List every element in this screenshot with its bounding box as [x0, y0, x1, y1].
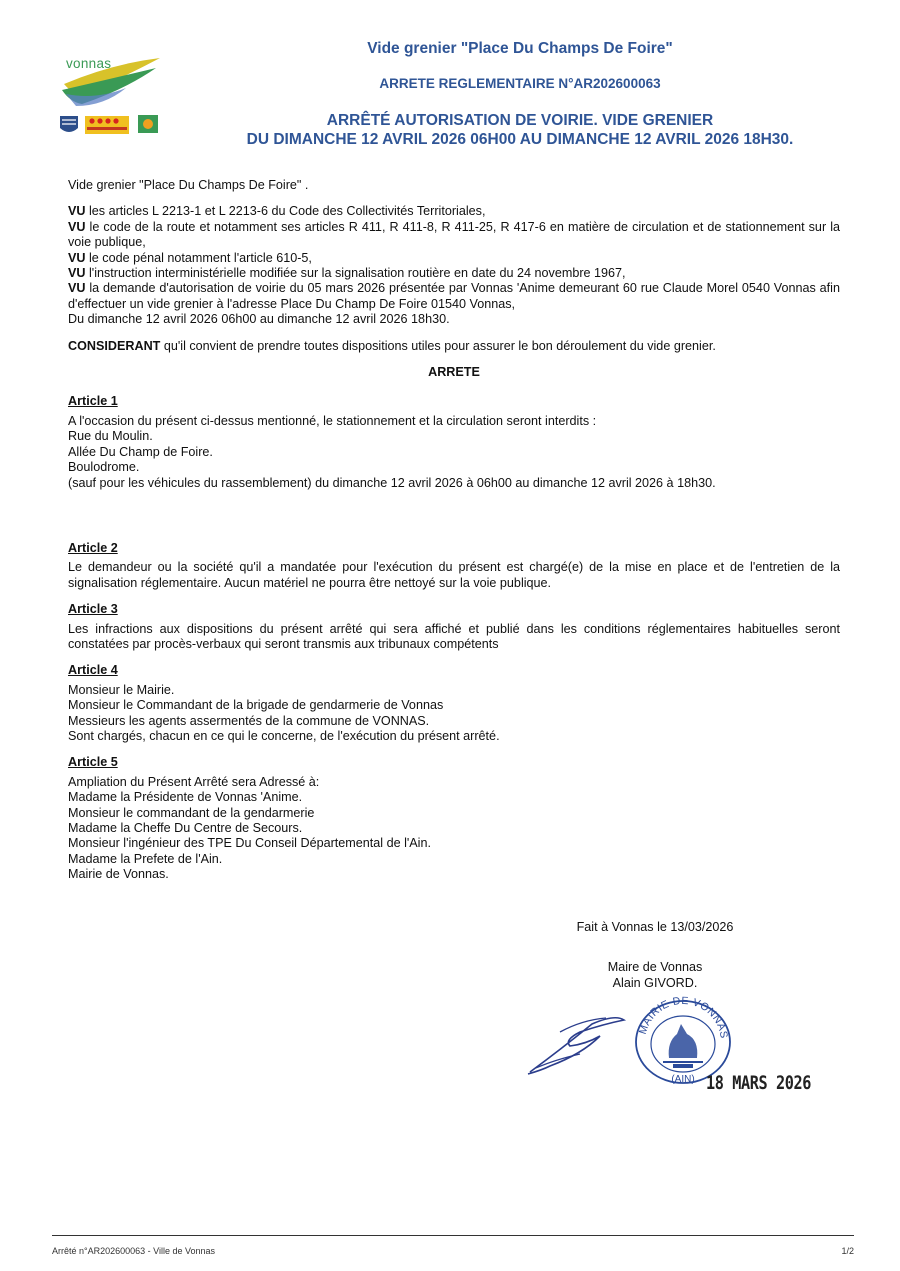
intro-line: Vide grenier "Place Du Champs De Foire" . [68, 178, 309, 192]
signature-mark-icon [520, 1010, 640, 1080]
document-header [210, 40, 830, 149]
vu-item: VU le code pénal notamment l'article 610-5, [68, 250, 312, 265]
decree-subtitle [210, 111, 830, 149]
article-5-title: Article 5 [68, 755, 118, 770]
article-5-line: Madame la Cheffe Du Centre de Secours. [68, 821, 303, 835]
made-at-line: Fait à Vonnas le 13/03/2026 [576, 920, 734, 934]
article-5-line: Madame la Prefete de l'Ain. [68, 851, 223, 866]
article-5-line: Ampliation du Présent Arrêté sera Adressé à: [68, 774, 320, 789]
article-1-line: A l'occasion du présent ci-dessus mentionné, le stationnement et la circulation seront interdits : [68, 413, 597, 428]
subtitle-line: ARRÊTÉ AUTORISATION DE VOIRIE. VIDE GRENIER [326, 112, 714, 129]
article-1-line: Boulodrome. [68, 460, 140, 475]
article-4-line: Monsieur le Commandant de la brigade de gendarmerie de Vonnas [68, 698, 444, 713]
article-5-line: Monsieur l'ingénieur des TPE Du Conseil Départemental de l'Ain. [68, 836, 431, 851]
vu-section [68, 204, 840, 327]
considerant: CONSIDERANT qu'il convient de prendre toutes dispositions utiles pour assurer le bon déroulement du vide grenier. [68, 338, 716, 353]
stamp-seal-icon [633, 992, 733, 1084]
mayor-role: Maire de Vonnas [607, 960, 703, 974]
page-title: Vide grenier "Place Du Champs De Foire" [367, 40, 673, 57]
footer-reference: Arrêté n°AR202600063 - Ville de Vonnas [52, 1246, 216, 1256]
vu-item: VU la demande d'autorisation de voirie du 05 mars 2026 présentée par Vonnas 'Anime demeurant 60 rue Claude Morel 0540 Vonnas afin d'effectuer un vide grenier à l'adresse Place Du Champ De Foire 01540 Vonnas, [68, 281, 840, 311]
vu-item: VU les articles L 2213-1 et L 2213-6 du Code des Collectivités Territoriales, [68, 204, 486, 219]
article-4-line: Sont chargés, chacun en ce qui le concerne, de l'exécution du présent arrêté. [68, 728, 500, 743]
article-5-line: Mairie de Vonnas. [68, 867, 169, 882]
article-2-title: Article 2 [68, 540, 118, 555]
article-5-line: Madame la Présidente de Vonnas 'Anime. [68, 790, 303, 805]
stamp-top-text: MAIRIE DE VONNAS [636, 994, 730, 1040]
article-3-text: Les infractions aux dispositions du présent arrêté qui sera affiché et publié dans les conditions réglementaires habituelles seront constatées par procès-verbaux qui seront transmis aux tribunaux compétents [68, 621, 840, 651]
article-1-title: Article 1 [68, 394, 118, 409]
arrete-heading: ARRETE [428, 365, 480, 380]
subtitle-line: DU DIMANCHE 12 AVRIL 2026 06H00 AU DIMANCHE 12 AVRIL 2026 18H30. [246, 131, 794, 148]
article-4-title: Article 4 [68, 663, 118, 678]
article-4-line: Messieurs les agents assermentés de la commune de VONNAS. [68, 713, 430, 728]
stamp-date: 18 MARS 2026 [706, 1072, 812, 1094]
article-5-line: Monsieur le commandant de la gendarmerie [68, 805, 315, 820]
article-1-line: Allée Du Champ de Foire. [68, 444, 213, 459]
footer-divider [52, 1235, 854, 1236]
article-4-line: Monsieur le Mairie. [68, 682, 175, 697]
mayor-name: Alain GIVORD. [612, 976, 698, 990]
article-1-line: (sauf pour les véhicules du rassemblement) du dimanche 12 avril 2026 à 06h00 au dimanche 12 avril 2026 à 18h30. [68, 475, 716, 490]
stamp-bottom-text: (AIN) [671, 1074, 695, 1084]
decree-reference: ARRETE REGLEMENTAIRE N°AR202600063 [379, 76, 661, 91]
page-number: 1/2 [841, 1246, 854, 1256]
vu-item: VU le code de la route et notamment ses articles R 411, R 411-8, R 411-25, R 417-6 en matière de circulation et de stationnement sur la voie publique, [68, 219, 840, 250]
article-3-title: Article 3 [68, 602, 118, 617]
article-2-text: Le demandeur ou la société qu'il a mandatée pour l'exécution du présent est chargé(e) de la mise en place et de l'entretien de la signalisation réglementaire. Aucun matériel ne pourra être nettoyé sur la voie publique. [68, 560, 840, 590]
decree-body [68, 178, 840, 883]
article-1-line: Rue du Moulin. [68, 429, 153, 444]
mayor-signature [520, 1010, 640, 1083]
vu-item: VU l'instruction interministérielle modifiée sur la signalisation routière en date du 24 novembre 1967, [68, 266, 626, 281]
vu-period: Du dimanche 12 avril 2026 06h00 au dimanche 12 avril 2026 18h30. [68, 312, 450, 327]
vonnas-logo [56, 50, 166, 140]
logo-wordmark: vonnas [66, 56, 112, 71]
